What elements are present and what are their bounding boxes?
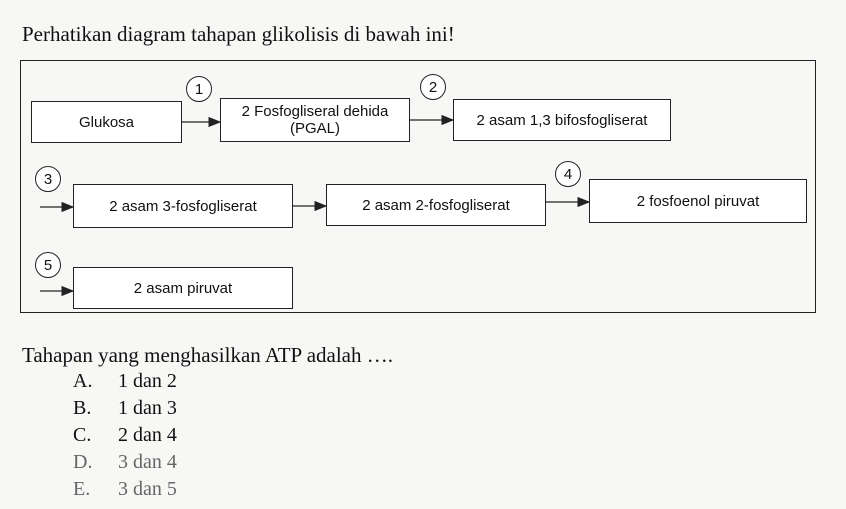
option-c[interactable] xyxy=(73,424,177,451)
option-e-text: 3 dan 5 xyxy=(118,478,177,500)
box-pgal-line1: 2 Fosfogliseral dehida xyxy=(241,103,389,120)
option-a-text: 1 dan 2 xyxy=(118,370,177,392)
step-3-marker: 3 xyxy=(35,166,61,192)
box-fosfoenol-piruvat: 2 fosfoenol piruvat xyxy=(589,179,807,223)
step-5-marker: 5 xyxy=(35,252,61,278)
box-pgal-line2: (PGAL) xyxy=(289,120,340,137)
option-b-letter: B. xyxy=(73,397,92,419)
step-2-marker: 2 xyxy=(420,74,446,100)
option-d[interactable] xyxy=(73,451,177,478)
option-c-text: 2 dan 4 xyxy=(118,424,177,446)
page-title: Perhatikan diagram tahapan glikolisis di bawah ini! xyxy=(22,22,455,46)
question-text: Tahapan yang menghasilkan ATP adalah …. xyxy=(22,343,393,367)
option-d-letter: D. xyxy=(73,451,93,473)
step-1-marker: 1 xyxy=(186,76,212,102)
option-b-text: 1 dan 3 xyxy=(118,397,177,419)
box-pgal xyxy=(220,98,410,142)
option-c-letter: C. xyxy=(73,424,92,446)
box-3-fosfogliserat: 2 asam 3-fosfogliserat xyxy=(73,184,293,228)
answer-options xyxy=(73,370,177,505)
option-d-text: 3 dan 4 xyxy=(118,451,177,473)
option-a[interactable] xyxy=(73,370,177,397)
option-e-letter: E. xyxy=(73,478,91,500)
box-glukosa: Glukosa xyxy=(31,101,182,143)
option-a-letter: A. xyxy=(73,370,93,392)
box-asam-piruvat: 2 asam piruvat xyxy=(73,267,293,309)
option-e[interactable] xyxy=(73,478,177,505)
box-bifosfogliserat: 2 asam 1,3 bifosfogliserat xyxy=(453,99,671,141)
option-b[interactable] xyxy=(73,397,177,424)
box-2-fosfogliserat: 2 asam 2-fosfogliserat xyxy=(326,184,546,226)
step-4-marker: 4 xyxy=(555,161,581,187)
